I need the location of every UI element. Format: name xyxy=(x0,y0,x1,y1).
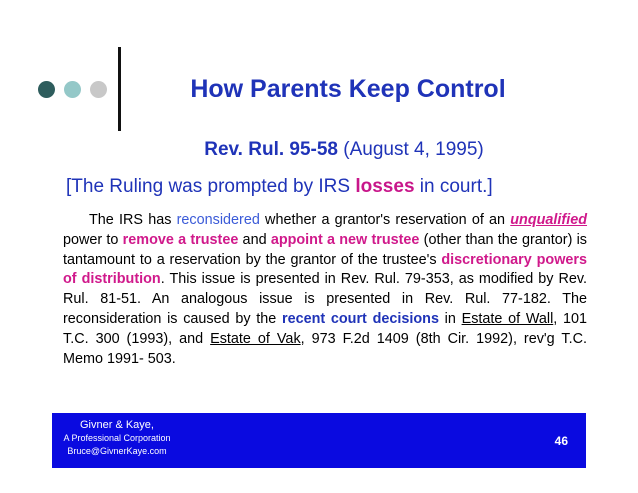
body-s8: , 101 T.C. 300 (1993), and xyxy=(63,310,587,347)
body-s3: power to xyxy=(63,231,123,248)
footer-bar xyxy=(52,413,586,468)
bullet-dot-gray xyxy=(90,81,107,98)
title-divider xyxy=(118,47,121,131)
body-estate-of-vak: Estate of Vak xyxy=(210,330,301,347)
ruling-number: Rev. Rul. 95-58 xyxy=(204,139,338,160)
body-recent-decisions: recent court decisions xyxy=(281,310,439,327)
firm-name: Givner & Kaye, xyxy=(80,419,154,431)
body-s4: and xyxy=(238,231,271,248)
body-paragraph xyxy=(63,211,587,369)
bullet-dot-dark xyxy=(38,81,55,98)
ruling-date: (August 4, 1995) xyxy=(343,139,484,160)
ruling-subtitle xyxy=(120,138,568,162)
body-s7: in xyxy=(438,310,462,327)
page-number: 46 xyxy=(554,434,568,448)
body-s5: (other than the grantor) is tantamount to a reservation by the grantor of the trustee's xyxy=(63,231,587,268)
body-text xyxy=(63,211,587,369)
body-s1: The IRS has xyxy=(89,212,177,228)
body-s6: . This issue is presented in Rev. Rul. 79-353, as modified by Rev. Rul. 81-51. An analogous issue is presented in Rev. Rul. 77-182. The reconsideration is caused by the xyxy=(63,271,588,327)
bullet-dot-teal xyxy=(64,81,81,98)
body-estate-of-wall: Estate of Wall xyxy=(461,310,554,327)
ruling-note-losses: losses xyxy=(355,176,415,197)
body-s9: , 973 F.2d 1409 (8th Cir. 1992), rev'g T.C. Memo 1991- 503. xyxy=(63,330,587,367)
body-discretionary: discretionary powers of distribution xyxy=(63,251,587,288)
ruling-note xyxy=(66,175,606,199)
ruling-note-after: in court.] xyxy=(414,176,493,197)
body-s2: whether a grantor's reservation of an xyxy=(259,212,511,228)
body-reconsidered: reconsidered xyxy=(176,212,260,228)
firm-email: Bruce@GivnerKaye.com xyxy=(67,446,167,456)
slide-title: How Parents Keep Control xyxy=(190,75,506,103)
body-appoint-trustee: appoint a new trustee xyxy=(270,231,420,248)
ruling-note-before: [The Ruling was prompted by IRS xyxy=(66,176,356,197)
body-unqualified: unqualified xyxy=(510,212,588,228)
body-remove-trustee: remove a trustee xyxy=(122,231,239,248)
firm-info xyxy=(52,419,182,458)
firm-type: A Professional Corporation xyxy=(63,433,171,443)
